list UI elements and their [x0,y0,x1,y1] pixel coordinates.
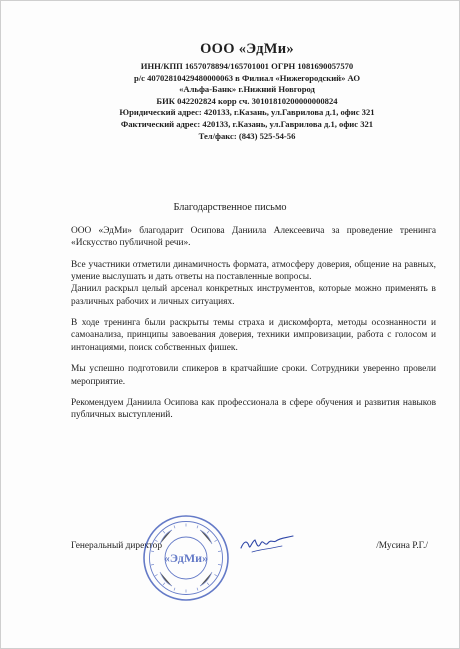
signer-name: /Мусина Р.Г./ [376,541,428,551]
requisites-bank: «Альфа-Банк» г.Нижний Новгород [179,84,315,95]
letterhead [97,41,397,142]
paragraph-participants: Все участники отметили динамичность формата, атмосферу доверия, общение на равных, умение выслушать и дать ответы на поставленные вопросы. [71,259,436,283]
paragraph-tools: Даниил раскрыл целый арсенал конкретных инструментов, которые можно применять в различных рабочих и личных ситуациях. [71,284,436,307]
actual-address: Фактический адрес: 420133, г.Казань, ул.Гаврилова д.1, офис 321 [120,118,374,129]
paragraph-thanks: ООО «ЭдМи» благодарит Осипова Даниила Алексеевича за проведение тренинга «Искусство публичной речи». [71,226,436,249]
handwritten-signature [238,531,298,557]
legal-address: Юридический адрес: 420133, г.Казань, ул.Гаврилова д.1, офис 321 [119,107,375,118]
requisites-bik: БИК 042202824 корр сч. 30101810200000000824 [156,95,338,106]
paragraph-recommendation: Рекомендуем Даниила Осипова как профессионала в сфере обучения и развития навыков публичных выступлений. [71,398,436,421]
requisites-inn: ИНН/КПП 1657078894/165701001 ОГРН 1081690057570 [140,61,354,71]
company-name: ООО «ЭдМи» [200,41,294,57]
requisites-account: р/с 40702810429480000063 в Филиал «Нижегородский» АО [133,72,361,83]
paragraph-results: Мы успешно подготовили спикеров в кратчайшие сроки. Сотрудники уверенно провели мероприятие. [71,364,436,387]
signer-title: Генеральный директор [71,541,163,551]
paragraph-topics: В ходе тренинга были раскрыты темы страха и дискомфорта, методы осознанности и самоанализа, принципы завоевания доверия, техники импровизации, работа с голосом и интонациями, поиск собственных фишек. [71,318,436,353]
letter-title: Благодарственное письмо [173,202,287,213]
company-stamp [142,514,230,602]
letter-body [71,225,436,431]
phone-fax: Тел/факс: (843) 525-54-56 [198,130,296,141]
stamp-center-text: «ЭдМи» [163,551,209,565]
